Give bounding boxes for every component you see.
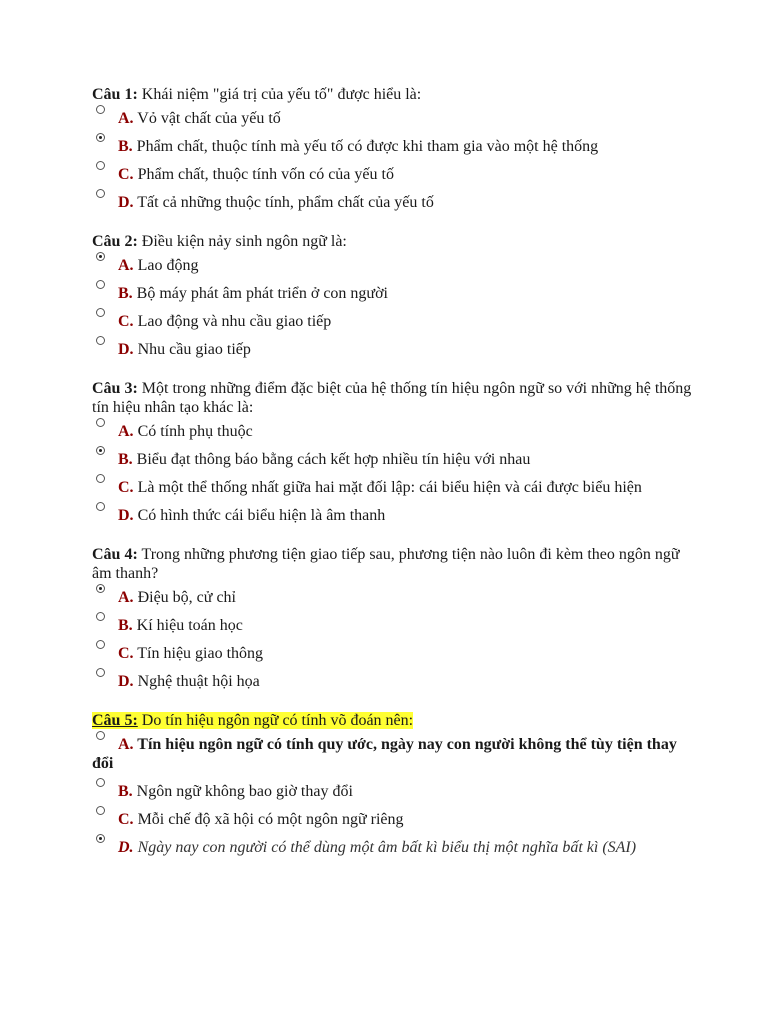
radio-icon[interactable]	[96, 161, 105, 170]
question-2-text	[92, 232, 692, 251]
option-text: Mỗi chế độ xã hội có một ngôn ngữ riêng	[133, 811, 404, 828]
question-4	[92, 545, 692, 691]
option-text: Nhu cầu giao tiếp	[133, 341, 251, 358]
option-4c[interactable]	[92, 644, 692, 663]
option-letter: D.	[118, 507, 134, 524]
option-5d[interactable]	[92, 838, 692, 857]
option-letter: A.	[118, 423, 134, 440]
radio-icon[interactable]	[96, 668, 105, 677]
option-text: Vỏ vật chất của yếu tố	[133, 110, 281, 127]
option-1c[interactable]	[92, 165, 692, 184]
option-letter: A.	[118, 257, 134, 274]
option-letter: B.	[118, 451, 133, 468]
option-letter: A.	[118, 736, 134, 753]
option-text: Tất cả những thuộc tính, phẩm chất của yếu tố	[133, 194, 434, 211]
option-text: Lao động	[133, 257, 199, 274]
option-3d[interactable]	[92, 506, 692, 525]
option-text: Phẩm chất, thuộc tính vốn có của yếu tố	[133, 166, 394, 183]
option-1b[interactable]	[92, 137, 692, 156]
question-number: Câu 2:	[92, 233, 138, 250]
option-5c[interactable]	[92, 810, 692, 829]
option-2d[interactable]	[92, 340, 692, 359]
option-letter: A.	[118, 110, 134, 127]
question-4-text	[92, 545, 692, 583]
question-number: Câu 5:	[92, 712, 138, 729]
radio-icon[interactable]	[96, 731, 105, 740]
option-text: Ngày nay con người có thể dùng một âm bất kì biểu thị một nghĩa bất kì (SAI)	[133, 839, 637, 856]
option-letter: D.	[118, 673, 134, 690]
radio-checked-icon[interactable]	[96, 446, 105, 455]
radio-icon[interactable]	[96, 280, 105, 289]
option-3c[interactable]	[92, 478, 692, 497]
question-prompt: Điều kiện nảy sinh ngôn ngữ là:	[137, 233, 347, 250]
option-text: Phẩm chất, thuộc tính mà yếu tố có được khi tham gia vào một hệ thống	[132, 138, 599, 155]
option-letter: B.	[118, 783, 133, 800]
option-3a[interactable]	[92, 422, 692, 441]
option-4d[interactable]	[92, 672, 692, 691]
question-number: Câu 4:	[92, 546, 138, 563]
option-1d[interactable]	[92, 193, 692, 212]
option-2b[interactable]	[92, 284, 692, 303]
question-number: Câu 3:	[92, 380, 138, 397]
option-2c[interactable]	[92, 312, 692, 331]
question-prompt: Do tín hiệu ngôn ngữ có tính võ đoán nên:	[137, 712, 414, 729]
option-text: Có tính phụ thuộc	[133, 423, 253, 440]
option-letter: A.	[118, 589, 134, 606]
option-text: Ngôn ngữ không bao giờ thay đổi	[132, 783, 353, 800]
option-5b[interactable]	[92, 782, 692, 801]
question-prompt: Khái niệm "giá trị của yếu tố" được hiểu là:	[137, 86, 422, 103]
radio-icon[interactable]	[96, 474, 105, 483]
option-letter: C.	[118, 166, 134, 183]
option-letter: D.	[118, 194, 134, 211]
option-letter: B.	[118, 285, 133, 302]
option-letter: C.	[118, 313, 134, 330]
question-5-text	[92, 712, 413, 729]
option-letter: B.	[118, 138, 133, 155]
radio-icon[interactable]	[96, 502, 105, 511]
question-2	[92, 232, 692, 359]
option-letter: D.	[118, 839, 134, 856]
option-2a[interactable]	[92, 256, 692, 275]
radio-icon[interactable]	[96, 308, 105, 317]
option-5a[interactable]	[92, 735, 692, 773]
radio-icon[interactable]	[96, 105, 105, 114]
option-text: Tín hiệu ngôn ngữ có tính quy ước, ngày nay con người không thể tùy tiện thay đổi	[92, 736, 677, 772]
radio-icon[interactable]	[96, 418, 105, 427]
option-text: Nghệ thuật hội họa	[133, 673, 260, 690]
option-1a[interactable]	[92, 109, 692, 128]
radio-icon[interactable]	[96, 806, 105, 815]
option-letter: C.	[118, 645, 134, 662]
radio-icon[interactable]	[96, 189, 105, 198]
question-number: Câu 1:	[92, 86, 138, 103]
option-3b[interactable]	[92, 450, 692, 469]
quiz-page	[92, 85, 692, 877]
option-text: Điệu bộ, cử chỉ	[133, 589, 236, 606]
radio-checked-icon[interactable]	[96, 252, 105, 261]
radio-checked-icon[interactable]	[96, 133, 105, 142]
option-text: Kí hiệu toán học	[132, 617, 243, 634]
option-letter: B.	[118, 617, 133, 634]
option-4b[interactable]	[92, 616, 692, 635]
radio-icon[interactable]	[96, 336, 105, 345]
question-5	[92, 711, 692, 857]
question-3-text	[92, 379, 692, 417]
radio-icon[interactable]	[96, 778, 105, 787]
option-text: Biểu đạt thông báo bằng cách kết hợp nhiều tín hiệu với nhau	[132, 451, 531, 468]
radio-icon[interactable]	[96, 640, 105, 649]
question-prompt: Một trong những điểm đặc biệt của hệ thống tín hiệu ngôn ngữ so với những hệ thống tín hiệu nhân tạo khác là:	[92, 380, 692, 416]
option-text: Tín hiệu giao thông	[133, 645, 264, 662]
option-text: Có hình thức cái biểu hiện là âm thanh	[133, 507, 386, 524]
radio-checked-icon[interactable]	[96, 834, 105, 843]
option-text: Lao động và nhu cầu giao tiếp	[133, 313, 332, 330]
question-3	[92, 379, 692, 525]
option-letter: C.	[118, 811, 134, 828]
question-1-text	[92, 85, 692, 104]
option-text: Là một thể thống nhất giữa hai mặt đối lập: cái biểu hiện và cái được biểu hiện	[133, 479, 642, 496]
question-1	[92, 85, 692, 212]
option-4a[interactable]	[92, 588, 692, 607]
option-letter: D.	[118, 341, 134, 358]
radio-icon[interactable]	[96, 612, 105, 621]
option-letter: C.	[118, 479, 134, 496]
radio-checked-icon[interactable]	[96, 584, 105, 593]
question-prompt: Trong những phương tiện giao tiếp sau, phương tiện nào luôn đi kèm theo ngôn ngữ âm thanh?	[92, 546, 680, 582]
option-text: Bộ máy phát âm phát triển ở con người	[132, 285, 388, 302]
